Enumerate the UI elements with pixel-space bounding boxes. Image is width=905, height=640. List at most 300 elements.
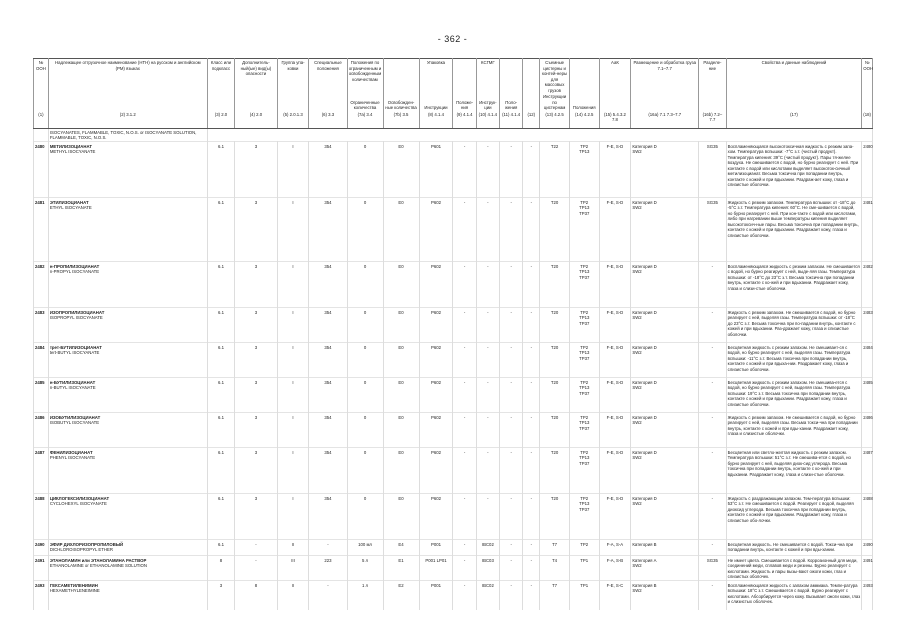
limited-quantity-cell: 0 bbox=[347, 447, 383, 493]
header-cell-2-14: Инструкции по цистернам bbox=[540, 94, 570, 111]
packing-instruction-cell: P001 bbox=[419, 539, 453, 555]
class-cell: 6.1 bbox=[207, 307, 235, 342]
column-12-cell: - bbox=[523, 580, 540, 610]
shipping-name-ru: ИЗОБУТИЛИЗОЦИАНАТ bbox=[49, 414, 101, 420]
packing-instruction-cell: P601 bbox=[419, 141, 453, 197]
header-cell-1-1: № ООН bbox=[34, 59, 49, 95]
stowage-cell bbox=[631, 261, 699, 307]
header-cell-2-15: Положения bbox=[569, 94, 599, 111]
shipping-name-ru: ЭТАНОЛАМИН или ЭТАНОЛАМИНА РАСТВОР bbox=[49, 557, 147, 563]
header-cell-2-4 bbox=[235, 94, 277, 111]
ibc-instruction-cell: - bbox=[476, 447, 499, 493]
section-header-text: ISOCYANATES, FLAMMABLE, TOXIC, N.O.S. or ISOCYANATE SOLUTION, FLAMMABLE, TOXIC, N.O.S. bbox=[48, 128, 207, 141]
header-cell-3-18: (16b) 7.2–7.7 bbox=[699, 111, 727, 129]
header-cell-1-3: Класс или подкласс bbox=[207, 59, 235, 95]
stowage-cell bbox=[631, 141, 699, 197]
stowage-line-2: SW2 bbox=[632, 563, 642, 568]
properties-remarks-cell: Бесцветная или светло-желтая жидкость с резким запахом. Температура вспышки: 51°С з.т. Не смешива-ется с водой, но бурно реагирует с ней, выделяя диок-сид углерода. Весьма токсична при попадании внутрь, контакте с ко-жей и при вдыхании. Раздражает кожу, глаза и слизи-стые оболочки. bbox=[726, 447, 862, 493]
shipping-name-ru: ЦИКЛОГЕКСИЛИЗОЦИАНАТ bbox=[49, 495, 110, 501]
shipping-name-en: CYCLOHEXYL ISOCYANATE bbox=[49, 501, 107, 506]
ibc-instruction-cell: - bbox=[476, 493, 499, 539]
tank-instruction-1: T20 bbox=[550, 199, 559, 205]
stowage-cell bbox=[631, 447, 699, 493]
limited-quantity-cell: 0 bbox=[347, 412, 383, 447]
table-header bbox=[34, 59, 873, 129]
class-cell: 6.1 bbox=[207, 493, 235, 539]
ems-cell: F-A, S-A bbox=[599, 539, 631, 555]
header-row-titles bbox=[34, 59, 873, 95]
ibc-instruction-cell: IBC03 bbox=[476, 555, 499, 580]
header-cell-1-12 bbox=[500, 59, 523, 95]
header-cell-2-19 bbox=[726, 94, 862, 111]
header-cell-1-20: № ООН bbox=[862, 59, 873, 95]
tank-provision-1: TP2 bbox=[580, 199, 589, 205]
subsidiary-risk-cell: - bbox=[235, 555, 277, 580]
ibc-instruction-cell: - bbox=[476, 141, 499, 197]
ibc-provision-cell: - bbox=[500, 580, 523, 610]
stowage-line-2: SW2 bbox=[632, 350, 642, 355]
un-number-right: 2482 bbox=[862, 261, 873, 307]
tank-instruction-1: T20 bbox=[550, 449, 559, 455]
ibc-provision-cell: - bbox=[500, 493, 523, 539]
limited-quantity-cell: 5 л bbox=[347, 555, 383, 580]
header-cell-3-8: (7b) 3.5 bbox=[383, 111, 419, 129]
stowage-line-1: Категория B bbox=[632, 541, 657, 547]
tank-provision-3: TP37 bbox=[579, 390, 590, 396]
header-cell-3-9: (8) 4.1.4 bbox=[419, 111, 453, 129]
shipping-name-ru: ФЕНИЛИЗОЦИАНАТ bbox=[49, 449, 93, 455]
tank-provision-3: TP37 bbox=[579, 274, 590, 280]
header-cell-3-16: (15) 5.4.3.2 7.8 bbox=[599, 111, 631, 129]
special-provisions-cell: 354 bbox=[309, 447, 347, 493]
column-12-cell: - bbox=[523, 141, 540, 197]
segregation-cell: - bbox=[699, 377, 727, 412]
packing-instruction-cell: P602 bbox=[419, 447, 453, 493]
tank-provision-1: TP2 bbox=[580, 414, 589, 420]
segregation-cell: - bbox=[699, 412, 727, 447]
header-cell-2-8: Освобожден-ные количества bbox=[383, 94, 419, 111]
stowage-line-1: Категория B bbox=[632, 582, 657, 588]
header-cell-3-2: (2) 3.1.2 bbox=[48, 111, 207, 129]
ems-cell: F-E, S-D bbox=[599, 197, 631, 261]
packing-provision-cell: - bbox=[453, 377, 476, 412]
shipping-name-en: DICHLOROISOPROPYL ETHER bbox=[49, 547, 113, 552]
column-12-cell: - bbox=[523, 412, 540, 447]
dangerous-goods-table bbox=[33, 58, 873, 610]
tank-instruction-1: T20 bbox=[550, 344, 559, 350]
header-cell-2-13 bbox=[523, 94, 540, 111]
header-cell-2-12: Поло-жения bbox=[500, 94, 523, 111]
subsidiary-risk-cell: - bbox=[235, 539, 277, 555]
stowage-line-2: SW2 bbox=[632, 149, 642, 154]
shipping-name-cell bbox=[48, 141, 207, 197]
shipping-name-en: n-PROPYL ISOCYANATE bbox=[49, 269, 100, 274]
properties-remarks-cell: Бесцветная жидкость с резким запахом. Не смешивает-ся с водой, но бурно реагирует с ней, выделяя газы. Температура вспышки: -11°С з.т. Весьма токсична при попадании внутрь, контакте с кожей и при вдыха-нии. Раздражает кожу, глаза и слизистые оболочки. bbox=[726, 342, 862, 377]
tank-instruction-1: T20 bbox=[550, 495, 559, 501]
limited-quantity-cell: 0 bbox=[347, 197, 383, 261]
header-cell-2-16 bbox=[599, 94, 631, 111]
shipping-name-en: ETHANOLAMINE or ETHANOLAMINE SOLUTION bbox=[49, 563, 148, 568]
shipping-name-en: ISOPROPYL ISOCYANATE bbox=[49, 315, 103, 320]
tank-instruction-1: T4 bbox=[552, 557, 558, 563]
ems-cell: F-E, S-D bbox=[599, 447, 631, 493]
tank-instruction-cell bbox=[540, 342, 570, 377]
tank-provision-1: TP2 bbox=[580, 263, 589, 269]
class-cell: 6.1 bbox=[207, 377, 235, 412]
header-cell-2-7: Ограниченные количества bbox=[347, 94, 383, 111]
ems-cell: F-E, S-D bbox=[599, 141, 631, 197]
packing-provision-cell: - bbox=[453, 555, 476, 580]
column-12-cell: - bbox=[523, 447, 540, 493]
packing-provision-cell: - bbox=[453, 197, 476, 261]
tank-provision-cell bbox=[569, 342, 599, 377]
table-row bbox=[34, 493, 873, 539]
excepted-quantity-cell: E0 bbox=[383, 447, 419, 493]
ems-cell: F-E, S-D bbox=[599, 261, 631, 307]
packing-instruction-cell: P602 bbox=[419, 342, 453, 377]
shipping-name-ru: ИЗОПРОПИЛИЗОЦИАНАТ bbox=[49, 309, 105, 315]
ems-cell: F-E, S-D bbox=[599, 342, 631, 377]
special-provisions-cell: 354 bbox=[309, 412, 347, 447]
header-cell-1-9: Упаковка bbox=[419, 59, 453, 95]
packing-provision-cell: - bbox=[453, 493, 476, 539]
column-12-cell: - bbox=[523, 493, 540, 539]
header-cell-3-12: (11) 4.1.4 bbox=[500, 111, 523, 129]
properties-remarks-cell: Воспламеняющаяся высокотоксичная жидкость с резким запа-хом. Температура вспышки: -7°С з.т. (чистый продукт). Температура кипения: 39°С (чистый продукт). Пары тя-желее воздуха. Не смешивается с водой, но бурно реагирует с ней. При контакте с водой или кислотами выделяет высокоток-сичный метилизоцианат. Весьма токсична при попадании внутрь, контакте с кожей и при вдыхании. Раздраж-ает кожу, глаза и слизистые оболочки. bbox=[726, 141, 862, 197]
segregation-cell: - bbox=[699, 539, 727, 555]
header-cell-3-19: (17) bbox=[726, 111, 862, 129]
tank-provision-cell bbox=[569, 141, 599, 197]
tank-provision-cell bbox=[569, 307, 599, 342]
header-cell-2-9: Инструкции bbox=[419, 94, 453, 111]
segregation-cell: SG35 bbox=[699, 555, 727, 580]
tank-provision-1: TP2 bbox=[580, 143, 589, 149]
tank-provision-1: TP2 bbox=[580, 379, 589, 385]
excepted-quantity-cell: E0 bbox=[383, 493, 419, 539]
shipping-name-ru: ЭТИЛИЗОЦИАНАТ bbox=[49, 199, 89, 205]
ibc-instruction-cell: - bbox=[476, 342, 499, 377]
table-row bbox=[34, 141, 873, 197]
un-number-right: 2481 bbox=[862, 197, 873, 261]
excepted-quantity-cell: E0 bbox=[383, 307, 419, 342]
ibc-instruction-cell: - bbox=[476, 261, 499, 307]
stowage-line-1: Категория D bbox=[632, 309, 657, 315]
packing-provision-cell: - bbox=[453, 412, 476, 447]
stowage-line-2: SW2 bbox=[632, 501, 642, 506]
tank-instruction-cell bbox=[540, 141, 570, 197]
class-cell: 6.1 bbox=[207, 197, 235, 261]
shipping-name-cell bbox=[48, 197, 207, 261]
tank-provision-3: TP37 bbox=[579, 355, 590, 361]
stowage-cell bbox=[631, 197, 699, 261]
un-number: 2480 bbox=[34, 141, 49, 197]
packing-provision-cell: - bbox=[453, 580, 476, 610]
subsidiary-risk-cell: 3 bbox=[235, 342, 277, 377]
header-cell-1-13 bbox=[523, 59, 540, 95]
packing-instruction-cell: P602 bbox=[419, 307, 453, 342]
subsidiary-risk-cell: 3 bbox=[235, 307, 277, 342]
shipping-name-cell bbox=[48, 555, 207, 580]
special-provisions-cell: - bbox=[309, 539, 347, 555]
tank-provision-2: TP13 bbox=[579, 385, 590, 390]
ibc-instruction-cell: - bbox=[476, 412, 499, 447]
header-cell-2-1 bbox=[34, 94, 49, 111]
header-cell-1-6: Специальные положения bbox=[309, 59, 347, 95]
tank-provision-cell bbox=[569, 539, 599, 555]
ems-cell: F-E, S-D bbox=[599, 493, 631, 539]
special-provisions-cell: 354 bbox=[309, 197, 347, 261]
excepted-quantity-cell: E4 bbox=[383, 539, 419, 555]
table-row bbox=[34, 261, 873, 307]
shipping-name-cell bbox=[48, 412, 207, 447]
packing-group-cell: I bbox=[277, 412, 309, 447]
tank-instruction-cell bbox=[540, 197, 570, 261]
header-cell-3-17: (16a) 7.1 7.3–7.7 bbox=[631, 111, 699, 129]
stowage-cell bbox=[631, 377, 699, 412]
table-row bbox=[34, 580, 873, 610]
tank-provision-2: TP13 bbox=[579, 149, 590, 154]
header-cell-2-10: Положе-ния bbox=[453, 94, 476, 111]
column-12-cell: - bbox=[523, 342, 540, 377]
stowage-line-2: SW2 bbox=[632, 588, 642, 593]
subsidiary-risk-cell: 3 bbox=[235, 197, 277, 261]
stowage-line-1: Категория D bbox=[632, 199, 657, 205]
ibc-provision-cell: - bbox=[500, 555, 523, 580]
stowage-line-1: Категория A bbox=[632, 557, 657, 563]
table-row bbox=[34, 197, 873, 261]
header-cell-2-11: Инструк-ции bbox=[476, 94, 499, 111]
tank-provision-1: TP2 bbox=[580, 541, 589, 547]
tank-provision-cell bbox=[569, 197, 599, 261]
packing-provision-cell: - bbox=[453, 342, 476, 377]
packing-group-cell: III bbox=[277, 555, 309, 580]
stowage-cell bbox=[631, 539, 699, 555]
tank-provision-3: TP37 bbox=[579, 506, 590, 512]
stowage-line-2: SW2 bbox=[632, 205, 642, 210]
limited-quantity-cell: 0 bbox=[347, 261, 383, 307]
tank-provision-2: TP13 bbox=[579, 205, 590, 210]
limited-quantity-cell: 0 bbox=[347, 342, 383, 377]
header-cell-1-2: Надлежащее отгрузочное наименование (НТН) на русском и английском (РМ) языках bbox=[48, 59, 207, 95]
properties-remarks-cell: Не имеет цвета. Смешивается с водой. Коррозионный для меди, соединений меди, сплавов меди и резины. Бурно реагирует с кислотами. Жидкость и пары вызы-вают ожоги кожи, глаз и слизистых оболочек. bbox=[726, 555, 862, 580]
tank-provision-3: TP37 bbox=[579, 320, 590, 326]
tank-provision-cell bbox=[569, 412, 599, 447]
header-cell-1-16: АаК bbox=[599, 59, 631, 95]
stowage-cell bbox=[631, 342, 699, 377]
tank-provision-cell bbox=[569, 447, 599, 493]
tank-instruction-cell bbox=[540, 377, 570, 412]
un-number: 2485 bbox=[34, 377, 49, 412]
ems-cell: F-A, S-B bbox=[599, 555, 631, 580]
stowage-cell bbox=[631, 555, 699, 580]
header-cell-1-11: КСГМГ bbox=[476, 59, 499, 95]
excepted-quantity-cell: E0 bbox=[383, 197, 419, 261]
header-cell-2-20 bbox=[862, 94, 873, 111]
packing-provision-cell: - bbox=[453, 141, 476, 197]
shipping-name-en: n-BUTYL ISOCYANATE bbox=[49, 385, 96, 390]
properties-remarks-cell: Жидкость с резким запахом. Не смешивается с водой, но бурно реагирует с ней, выделяя газы. Весьма токси-чна при попадании внутрь, контакте с кожей и при вды-хании. Раздражает кожу, глаза и слизистые оболочки. bbox=[726, 412, 862, 447]
special-provisions-cell: 354 bbox=[309, 307, 347, 342]
tank-instruction-cell bbox=[540, 261, 570, 307]
header-cell-3-4: (4) 2.0 bbox=[235, 111, 277, 129]
tank-instruction-cell bbox=[540, 447, 570, 493]
segregation-cell: SG35 bbox=[699, 141, 727, 197]
tank-instruction-cell bbox=[540, 307, 570, 342]
shipping-name-cell bbox=[48, 261, 207, 307]
tank-instruction-cell bbox=[540, 412, 570, 447]
packing-group-cell: I bbox=[277, 342, 309, 377]
stowage-line-1: Категория D bbox=[632, 263, 657, 269]
un-number: 2491 bbox=[34, 555, 49, 580]
excepted-quantity-cell: E1 bbox=[383, 555, 419, 580]
ems-cell: F-E, S-D bbox=[599, 412, 631, 447]
tank-instruction-1: T20 bbox=[550, 379, 559, 385]
excepted-quantity-cell: E0 bbox=[383, 141, 419, 197]
stowage-cell bbox=[631, 580, 699, 610]
special-provisions-cell: - bbox=[309, 580, 347, 610]
stowage-line-2: SW2 bbox=[632, 420, 642, 425]
header-cell-3-10: (9) 4.1.4 bbox=[453, 111, 476, 129]
packing-provision-cell: - bbox=[453, 539, 476, 555]
header-cell-3-15: (14) 4.2.5 bbox=[569, 111, 599, 129]
tank-provision-cell bbox=[569, 377, 599, 412]
tank-provision-2: TP13 bbox=[579, 455, 590, 460]
un-number-right: 2486 bbox=[862, 412, 873, 447]
un-number-right: 2491 bbox=[862, 555, 873, 580]
class-cell: 8 bbox=[207, 555, 235, 580]
tank-provision-1: TP1 bbox=[580, 582, 589, 588]
header-cell-3-3: (3) 2.0 bbox=[207, 111, 235, 129]
properties-remarks-cell: Бесцветная жидкость. Не смешивается с водой. Токси-чна при попадании внутрь, контакте с кожей и при вды-хании. bbox=[726, 539, 862, 555]
packing-instruction-cell: P602 bbox=[419, 261, 453, 307]
limited-quantity-cell: 0 bbox=[347, 141, 383, 197]
shipping-name-cell bbox=[48, 493, 207, 539]
ibc-instruction-cell: - bbox=[476, 377, 499, 412]
subsidiary-risk-cell: 3 bbox=[235, 261, 277, 307]
shipping-name-en: ISOBUTYL ISOCYANATE bbox=[49, 420, 100, 425]
segregation-cell: - bbox=[699, 307, 727, 342]
header-cell-3-13: (12) bbox=[523, 111, 540, 129]
un-number: 2486 bbox=[34, 412, 49, 447]
tank-provision-2: TP13 bbox=[579, 501, 590, 506]
tank-instruction-cell bbox=[540, 580, 570, 610]
header-cell-1-18: Разделе-ние bbox=[699, 59, 727, 95]
tank-provision-2: TP13 bbox=[579, 350, 590, 355]
stowage-line-2: SW2 bbox=[632, 455, 642, 460]
limited-quantity-cell: 0 bbox=[347, 307, 383, 342]
excepted-quantity-cell: E0 bbox=[383, 412, 419, 447]
packing-provision-cell: - bbox=[453, 447, 476, 493]
header-row-subtitles bbox=[34, 94, 873, 111]
header-cell-1-8 bbox=[383, 59, 419, 95]
tank-provision-2: TP13 bbox=[579, 315, 590, 320]
tank-instruction-1: T7 bbox=[552, 541, 558, 547]
header-cell-1-14: Съемные цистерны и контей-неры для массовых грузов bbox=[540, 59, 570, 95]
packing-group-cell: I bbox=[277, 307, 309, 342]
subsidiary-risk-cell: 3 bbox=[235, 447, 277, 493]
class-cell: 6.1 bbox=[207, 141, 235, 197]
packing-instruction-cell: P001 bbox=[419, 580, 453, 610]
column-12-cell: - bbox=[523, 261, 540, 307]
tank-instruction-1: T20 bbox=[550, 263, 559, 269]
column-12-cell: - bbox=[523, 307, 540, 342]
header-cell-3-6: (6) 3.3 bbox=[309, 111, 347, 129]
tank-provision-1: TP2 bbox=[580, 495, 589, 501]
tank-provision-1: TP2 bbox=[580, 449, 589, 455]
header-cell-2-3 bbox=[207, 94, 235, 111]
un-number: 2484 bbox=[34, 342, 49, 377]
table-body bbox=[34, 128, 873, 610]
header-cell-1-7: Положения по ограниченным и освобожденным количествам bbox=[347, 59, 383, 95]
packing-group-cell: I bbox=[277, 447, 309, 493]
tank-provision-cell bbox=[569, 580, 599, 610]
packing-group-cell: I bbox=[277, 377, 309, 412]
excepted-quantity-cell: E0 bbox=[383, 342, 419, 377]
stowage-line-1: Категория D bbox=[632, 414, 657, 420]
limited-quantity-cell: 1 л bbox=[347, 580, 383, 610]
shipping-name-ru: н-ПРОПИЛИЗОЦИАНАТ bbox=[49, 263, 100, 269]
packing-instruction-cell: P602 bbox=[419, 412, 453, 447]
shipping-name-ru: н-БУТИЛИЗОЦИАНАТ bbox=[49, 379, 96, 385]
stowage-cell bbox=[631, 307, 699, 342]
un-number: 2490 bbox=[34, 539, 49, 555]
subsidiary-risk-cell: 3 bbox=[235, 377, 277, 412]
un-number-right: 2493 bbox=[862, 580, 873, 610]
tank-instruction-1: T20 bbox=[550, 414, 559, 420]
un-number: 2482 bbox=[34, 261, 49, 307]
special-provisions-cell: 354 bbox=[309, 493, 347, 539]
packing-group-cell: I bbox=[277, 197, 309, 261]
packing-instruction-cell: P001 LP01 bbox=[419, 555, 453, 580]
shipping-name-cell bbox=[48, 447, 207, 493]
segregation-cell: - bbox=[699, 342, 727, 377]
header-cell-3-7: (7a) 3.4 bbox=[347, 111, 383, 129]
special-provisions-cell: 354 bbox=[309, 342, 347, 377]
header-row-column-numbers bbox=[34, 111, 873, 129]
header-cell-2-2 bbox=[48, 94, 207, 111]
header-cell-1-19: Свойства и данные наблюдений bbox=[726, 59, 862, 95]
ems-cell: F-E, S-D bbox=[599, 307, 631, 342]
shipping-name-en: METHYL ISOCYANATE bbox=[49, 149, 96, 154]
ibc-instruction-cell: - bbox=[476, 307, 499, 342]
packing-group-cell: I bbox=[277, 493, 309, 539]
shipping-name-cell bbox=[48, 342, 207, 377]
class-cell: 6.1 bbox=[207, 261, 235, 307]
un-number-right: 2480 bbox=[862, 141, 873, 197]
tank-instruction-cell bbox=[540, 539, 570, 555]
limited-quantity-cell: 0 bbox=[347, 493, 383, 539]
table-row bbox=[34, 377, 873, 412]
excepted-quantity-cell: E2 bbox=[383, 580, 419, 610]
ibc-instruction-cell: IBC02 bbox=[476, 539, 499, 555]
column-12-cell: - bbox=[523, 377, 540, 412]
column-12-cell: - bbox=[523, 197, 540, 261]
tank-instruction-cell bbox=[540, 493, 570, 539]
stowage-cell bbox=[631, 493, 699, 539]
ibc-provision-cell: - bbox=[500, 342, 523, 377]
subsidiary-risk-cell: 8 bbox=[235, 580, 277, 610]
tank-provision-cell bbox=[569, 555, 599, 580]
stowage-cell bbox=[631, 412, 699, 447]
stowage-line-2: SW2 bbox=[632, 269, 642, 274]
packing-instruction-cell: P602 bbox=[419, 197, 453, 261]
ibc-provision-cell: - bbox=[500, 377, 523, 412]
properties-remarks-cell: Бесцветная жидкость с резким запахом. Не смешива-ется с водой, но бурно реагирует с ней, выделяя газы. Температура вспышки: 19°С з.т. Весьма токсична при попадании внутрь, контакте с кожей и при вдыхании. Раздражает кожу, глаза и слизистые оболочки. bbox=[726, 377, 862, 412]
shipping-name-cell bbox=[48, 307, 207, 342]
ibc-provision-cell: - bbox=[500, 307, 523, 342]
shipping-name-cell bbox=[48, 580, 207, 610]
segregation-cell: - bbox=[699, 493, 727, 539]
